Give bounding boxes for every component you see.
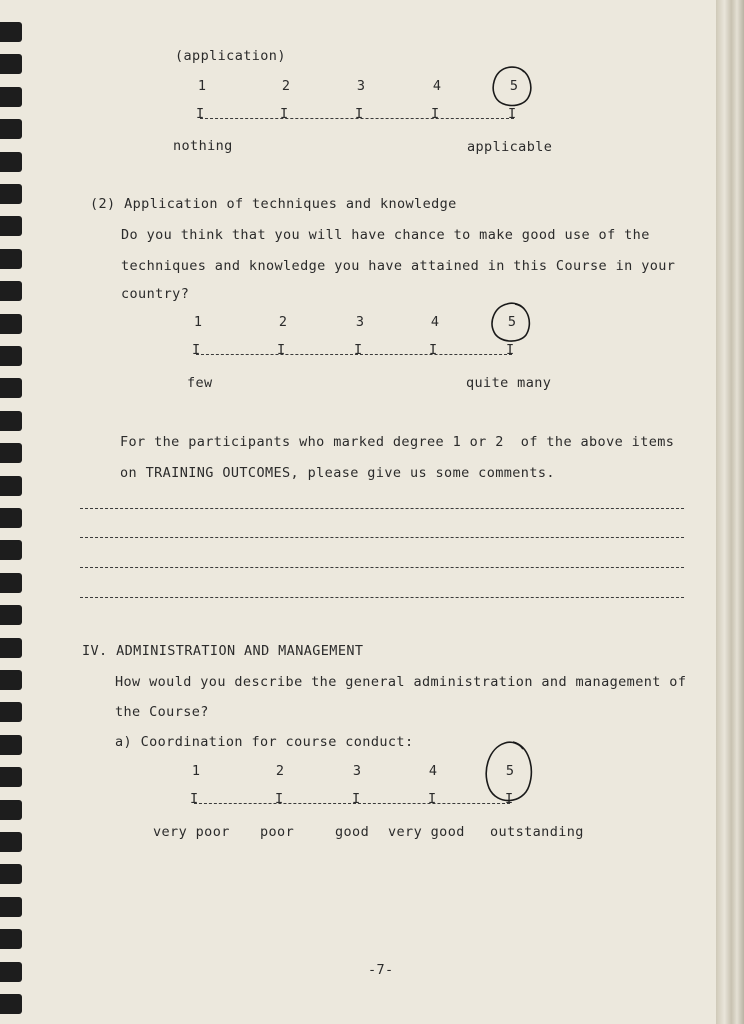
binding-ring bbox=[0, 605, 22, 625]
scale-number: 3 bbox=[352, 763, 362, 779]
binding-ring bbox=[0, 540, 22, 560]
binding-ring bbox=[0, 119, 22, 139]
binding-ring bbox=[0, 184, 22, 204]
scale-high-label: applicable bbox=[467, 139, 553, 155]
binding-ring bbox=[0, 800, 22, 820]
binding-ring bbox=[0, 702, 22, 722]
binding-ring bbox=[0, 152, 22, 172]
sub-question: a) Coordination for course conduct: bbox=[115, 734, 414, 750]
binding-ring bbox=[0, 22, 22, 42]
selected-circle-mark bbox=[483, 738, 535, 808]
binding-ring bbox=[0, 476, 22, 496]
question-text: How would you describe the general administration and management of bbox=[115, 674, 687, 690]
binding-ring bbox=[0, 411, 22, 431]
scale-label: good bbox=[335, 824, 370, 840]
question-heading: (2) Application of techniques and knowledge bbox=[90, 196, 457, 212]
binding-ring bbox=[0, 573, 22, 593]
selected-circle-mark bbox=[490, 64, 534, 108]
scale-number: 5 bbox=[505, 763, 515, 779]
binding-ring bbox=[0, 54, 22, 74]
question-text: country? bbox=[121, 286, 190, 302]
scale-label: poor bbox=[260, 824, 295, 840]
binding-ring bbox=[0, 314, 22, 334]
binding-ring bbox=[0, 87, 22, 107]
binding-ring bbox=[0, 346, 22, 366]
scale-number: 4 bbox=[432, 78, 442, 94]
comment-line[interactable] bbox=[80, 567, 684, 568]
comments-prompt: For the participants who marked degree 1 or 2 of the above items bbox=[120, 434, 675, 450]
scale-number: 3 bbox=[355, 314, 365, 330]
binding-ring bbox=[0, 897, 22, 917]
binding-ring bbox=[0, 378, 22, 398]
binding-ring bbox=[0, 767, 22, 787]
comment-line[interactable] bbox=[80, 537, 684, 538]
comment-line[interactable] bbox=[80, 508, 684, 509]
binding-ring bbox=[0, 735, 22, 755]
scale-number: 5 bbox=[509, 78, 519, 94]
scale-low-label: nothing bbox=[173, 138, 233, 154]
section-heading: IV. ADMINISTRATION AND MANAGEMENT bbox=[82, 643, 364, 659]
scale-label: very good bbox=[388, 824, 465, 840]
binding-ring bbox=[0, 670, 22, 690]
binding-ring bbox=[0, 216, 22, 236]
binding-ring bbox=[0, 638, 22, 658]
question-text: Do you think that you will have chance to make good use of the bbox=[121, 227, 650, 243]
scale-number: 3 bbox=[356, 78, 366, 94]
rating-scale-q1[interactable]: I I I I I bbox=[196, 106, 517, 122]
binding-ring bbox=[0, 281, 22, 301]
scale-number: 4 bbox=[428, 763, 438, 779]
question-text: the Course? bbox=[115, 704, 209, 720]
scale-number: 1 bbox=[193, 314, 203, 330]
scale-number: 2 bbox=[275, 763, 285, 779]
rating-scale-coordination[interactable]: I I I I I bbox=[190, 791, 514, 807]
scale-low-label: few bbox=[187, 375, 213, 391]
scale-number: 5 bbox=[507, 314, 517, 330]
binding-ring bbox=[0, 832, 22, 852]
question-text: techniques and knowledge you have attained in this Course in your bbox=[121, 258, 676, 274]
scale-number: 1 bbox=[191, 763, 201, 779]
scale-number: 1 bbox=[197, 78, 207, 94]
comments-prompt: on TRAINING OUTCOMES, please give us some comments. bbox=[120, 465, 555, 481]
question-parenthetical: (application) bbox=[175, 48, 286, 64]
scale-high-label: quite many bbox=[466, 375, 552, 391]
scale-number: 4 bbox=[430, 314, 440, 330]
binding-ring bbox=[0, 962, 22, 982]
scale-label: outstanding bbox=[490, 824, 584, 840]
scale-number: 2 bbox=[278, 314, 288, 330]
page-stack-edge bbox=[716, 0, 744, 1024]
binding-ring bbox=[0, 864, 22, 884]
binding-ring bbox=[0, 929, 22, 949]
scale-number: 2 bbox=[281, 78, 291, 94]
scale-label: very poor bbox=[153, 824, 230, 840]
binding-ring bbox=[0, 994, 22, 1014]
rating-scale-q2[interactable]: I I I I I bbox=[192, 342, 515, 358]
selected-circle-mark bbox=[489, 300, 533, 344]
binding-ring bbox=[0, 249, 22, 269]
binding-ring bbox=[0, 443, 22, 463]
comment-line[interactable] bbox=[80, 597, 684, 598]
binding-ring bbox=[0, 508, 22, 528]
page-number: -7- bbox=[368, 962, 394, 978]
